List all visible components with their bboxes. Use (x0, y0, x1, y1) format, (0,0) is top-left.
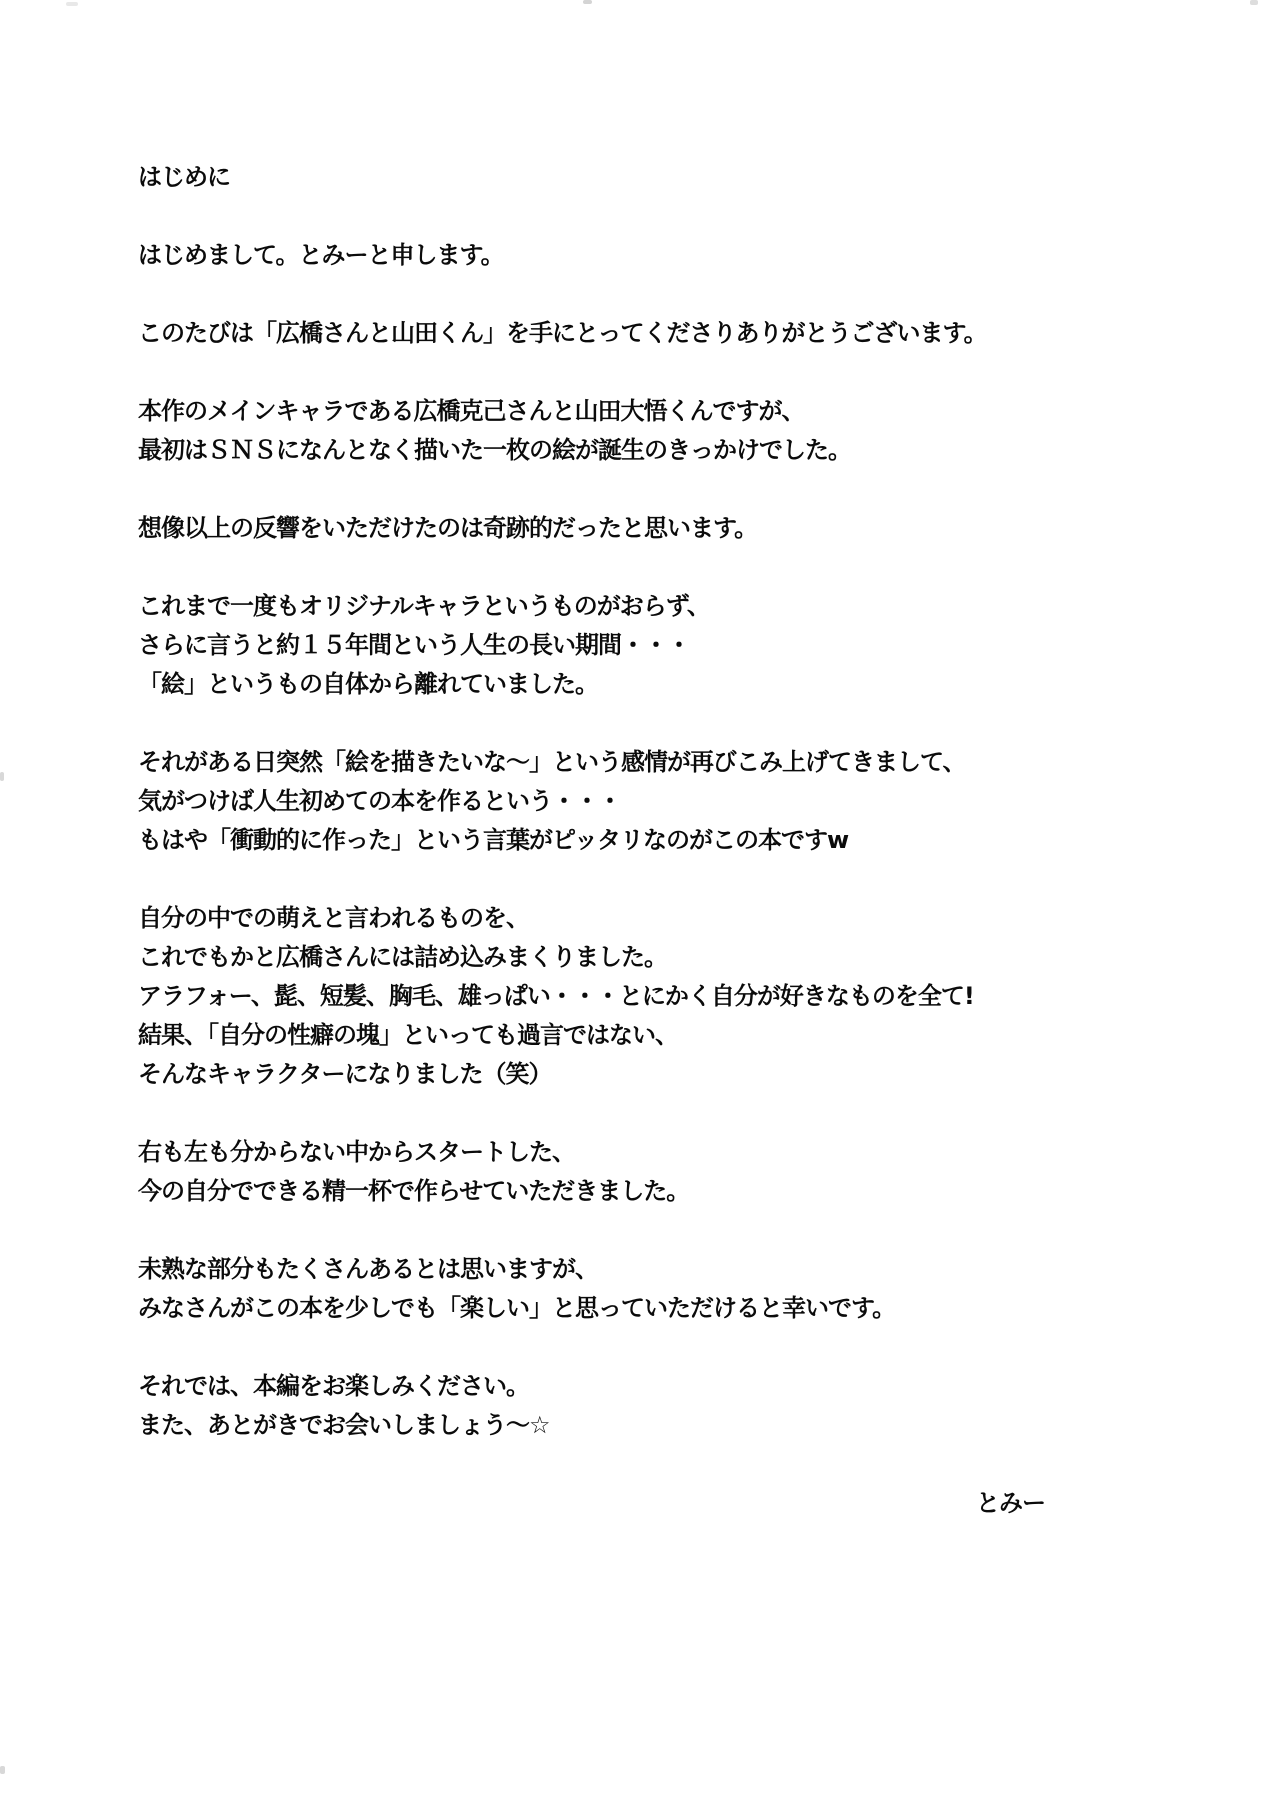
text-line: さらに言うと約１５年間という人生の長い期間・・・ (138, 631, 690, 659)
text-line: 結果、「自分の性癖の塊」といっても過言ではない、 (138, 1021, 678, 1049)
author-signature: とみー (976, 1489, 1045, 1517)
paragraph-thanks (138, 314, 1190, 353)
text-line: 想像以上の反響をいただけたのは奇跡的だったと思います。 (138, 514, 758, 542)
paragraph-greeting (138, 236, 1190, 275)
text-line: はじめまして。とみーと申します。 (138, 241, 504, 269)
text-line: みなさんがこの本を少しでも「楽しい」と思っていただけると幸いです。 (138, 1294, 896, 1322)
paragraph-characters-origin (138, 392, 1190, 470)
text-line: もはや「衝動的に作った」という言葉がピッタリなのがこの本ですw (138, 826, 849, 854)
page-title: はじめに (138, 163, 230, 191)
text-line: 自分の中での萌えと言われるものを、 (138, 904, 529, 932)
paragraph-hope (138, 1250, 1190, 1328)
scan-speck (583, 0, 592, 4)
paragraph-impulse (138, 743, 1190, 860)
paragraph-closing (138, 1367, 1190, 1445)
scan-speck (66, 2, 78, 6)
text-line: アラフォー、髭、短髪、胸毛、雄っぱい・・・とにかく自分が好きなものを全て! (138, 982, 974, 1010)
text-line: 気がつけば人生初めての本を作るという・・・ (138, 787, 621, 815)
scan-speck (1250, 0, 1258, 5)
text-line: 未熟な部分もたくさんあるとは思いますが、 (138, 1255, 598, 1283)
scan-speck (0, 772, 4, 781)
text-line: それがある日突然「絵を描きたいな〜」という感情が再びこみ上げてきまして、 (138, 748, 966, 776)
text-line: それでは、本編をお楽しみください。 (138, 1372, 529, 1400)
text-line: 最初はＳＮＳになんとなく描いた一枚の絵が誕生のきっかけでした。 (138, 436, 851, 464)
text-line: また、あとがきでお会いしましょう〜☆ (138, 1411, 550, 1439)
text-line: これでもかと広橋さんには詰め込みまくりました。 (138, 943, 667, 971)
text-line: 本作のメインキャラである広橋克己さんと山田大悟くんですが、 (138, 397, 805, 425)
paragraph-miracle (138, 509, 1190, 548)
text-line: 今の自分でできる精一杯で作らせていただきました。 (138, 1177, 690, 1205)
text-line: このたびは「広橋さんと山田くん」を手にとってくださりありがとうございます。 (138, 319, 987, 347)
text-line: 右も左も分からない中からスタートした、 (138, 1138, 575, 1166)
paragraph-effort (138, 1133, 1190, 1211)
text-line: そんなキャラクターになりました（笑） (138, 1060, 552, 1088)
text-line: これまで一度もオリジナルキャラというものがおらず、 (138, 592, 710, 620)
paragraph-hiatus (138, 587, 1190, 704)
text-line: 「絵」というもの自体から離れていました。 (138, 670, 598, 698)
paragraph-moe (138, 899, 1190, 1094)
scan-speck (0, 1766, 5, 1774)
